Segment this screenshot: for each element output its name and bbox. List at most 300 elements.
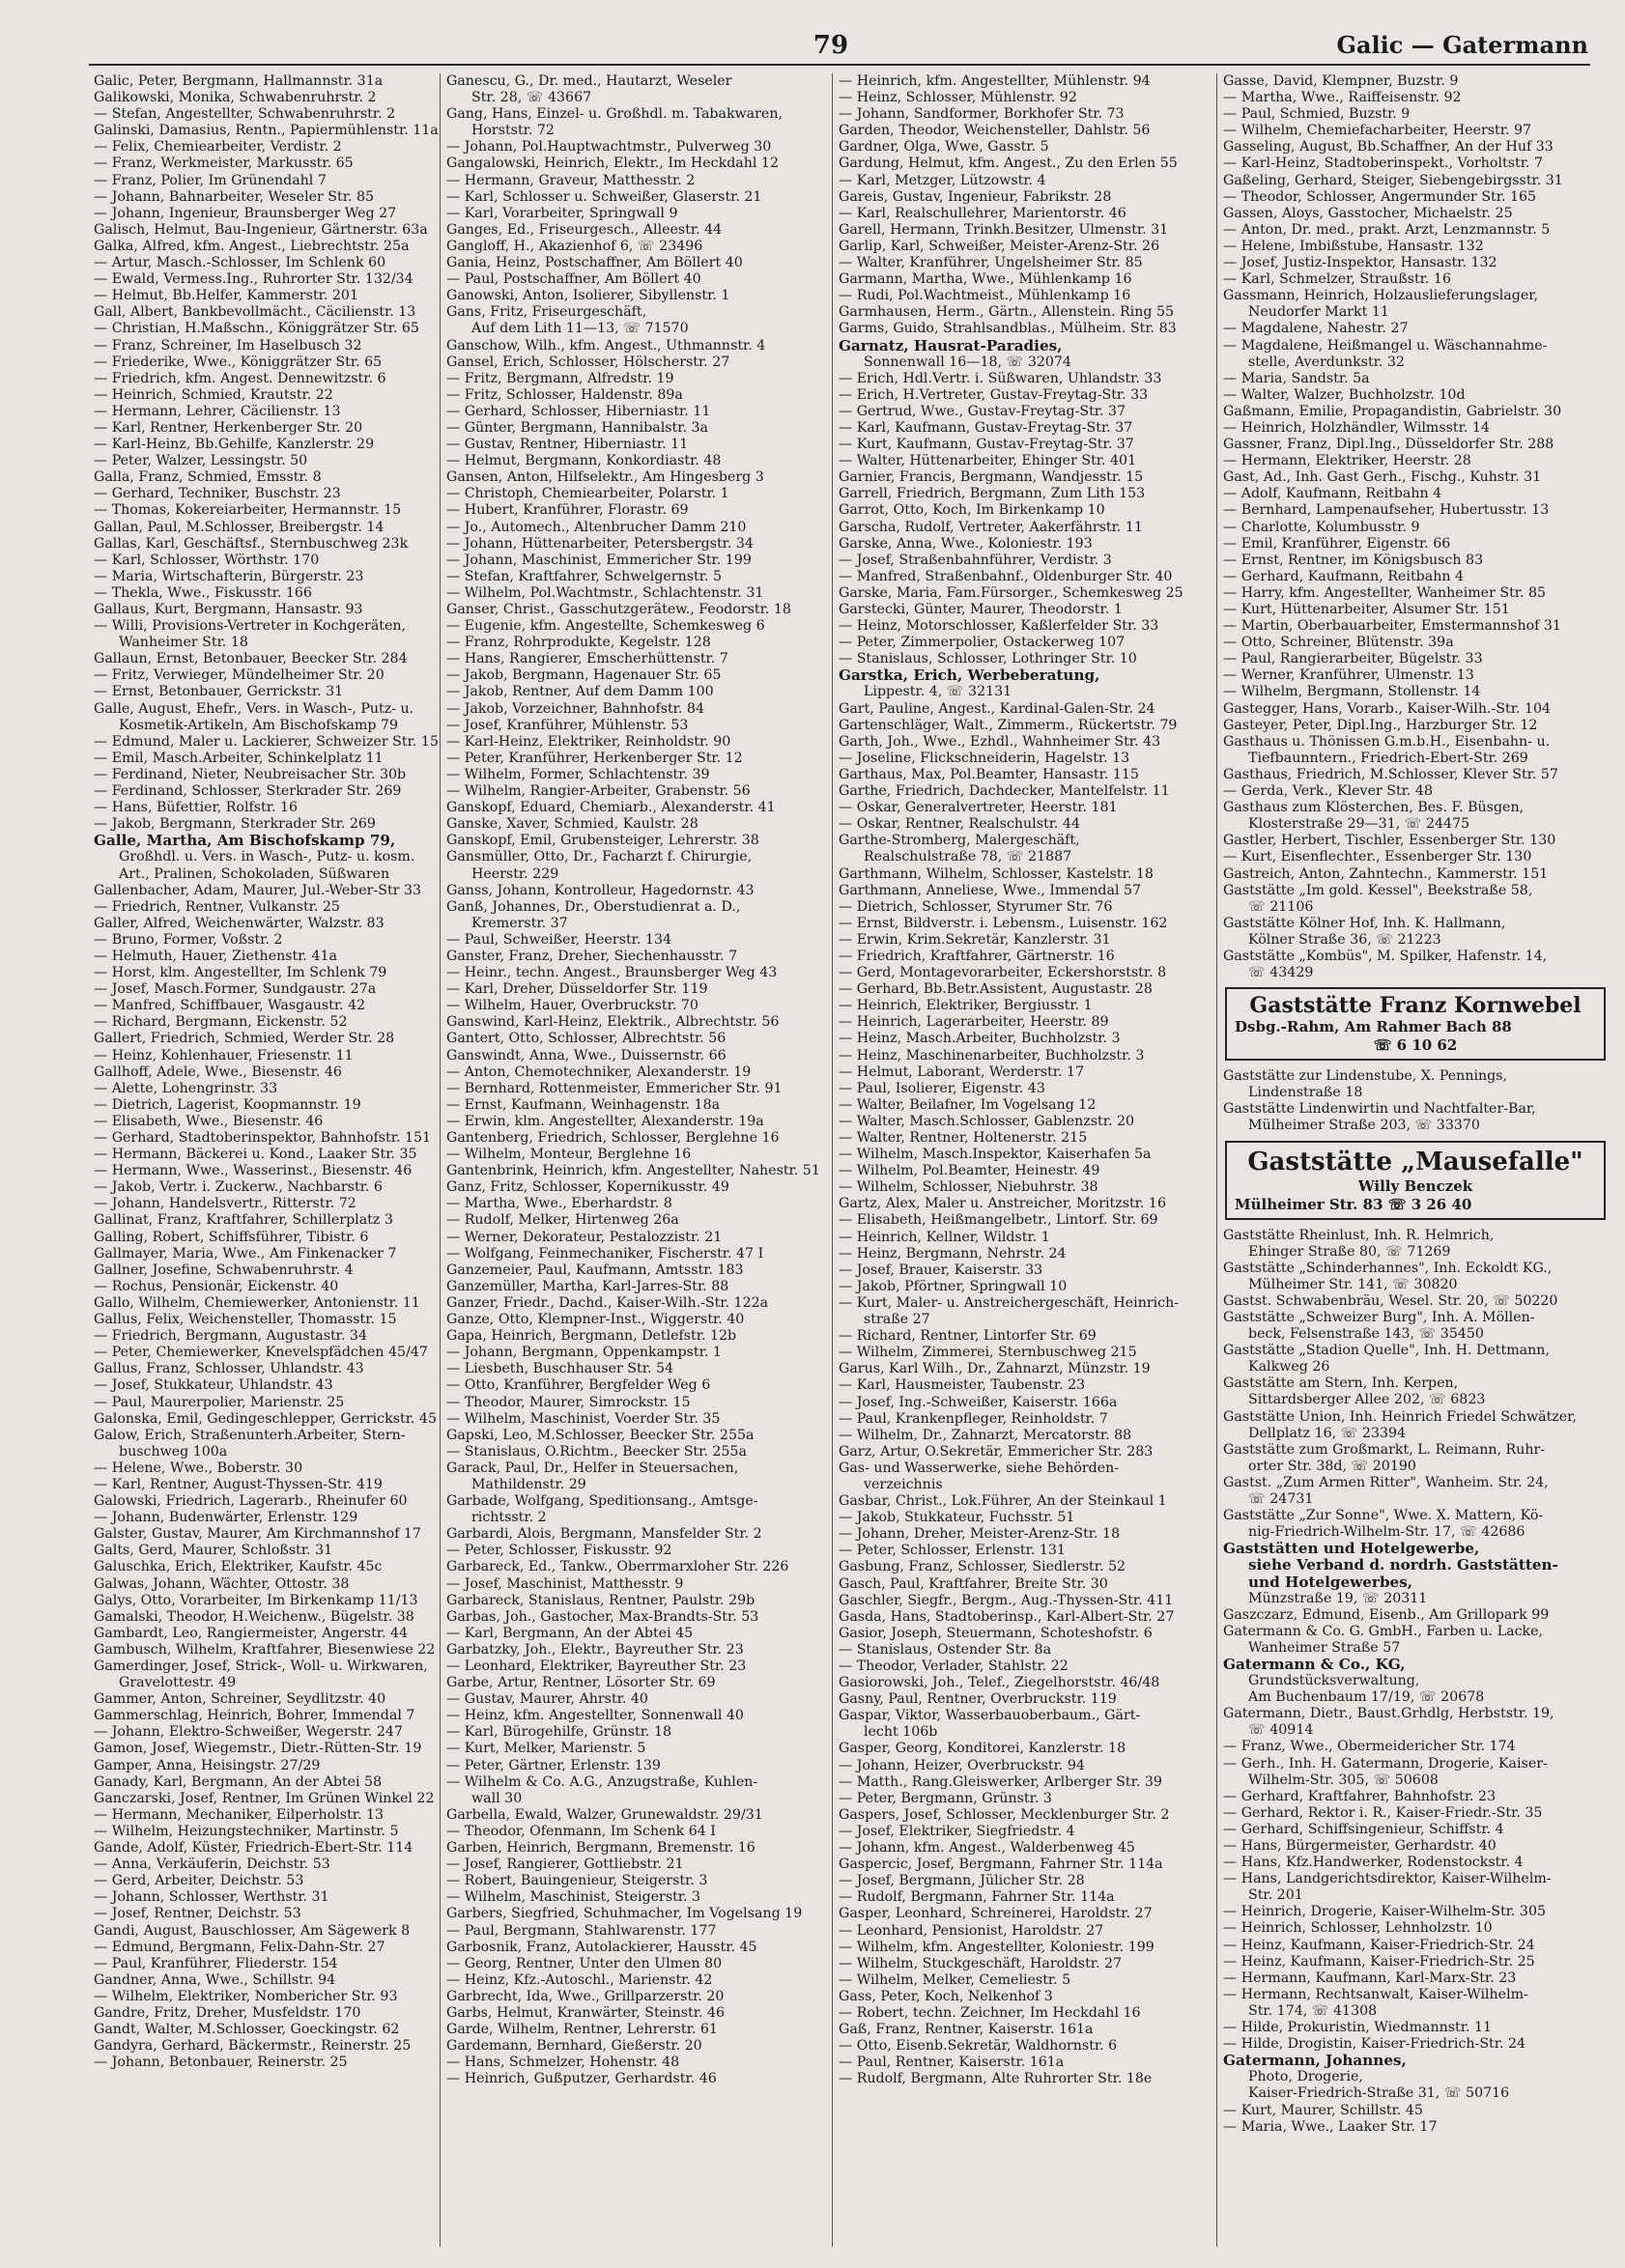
directory-entry: Gande, Adolf, Küster, Friedrich-Ebert-Str. 114 bbox=[94, 1840, 413, 1857]
directory-entry: — Jakob, Rentner, Auf dem Damm 100 bbox=[446, 684, 714, 700]
directory-entry: — Hans, Landgerichtsdirektor, Kaiser-Wilhelm- bbox=[1223, 1871, 1552, 1887]
directory-entry: Am Buchenbaum 17/19, ☏ 20678 bbox=[1248, 1689, 1485, 1706]
directory-entry: — Paul, Kranführer, Fliederstr. 154 bbox=[94, 1955, 338, 1971]
directory-entry: Lippestr. 4, ☏ 32131 bbox=[864, 684, 1012, 700]
directory-entry: stelle, Averdunkstr. 32 bbox=[1248, 354, 1405, 370]
directory-entry: — Joseline, Flickschneiderin, Hagelstr. 13 bbox=[839, 750, 1130, 766]
directory-entry: Gaststätte Lindenwirtin und Nachtfalter-Bar, bbox=[1223, 1101, 1536, 1118]
directory-entry: Garbareck, Ed., Tankw., Oberrmarxloher Str. 226 bbox=[446, 1559, 789, 1575]
directory-entry: — Wilhelm, Maschinist, Steigerstr. 3 bbox=[446, 1889, 701, 1906]
directory-entry: — Richard, Bergmann, Eickenstr. 52 bbox=[94, 1014, 348, 1031]
directory-entry: — Josef, Rangierer, Gottliebstr. 21 bbox=[446, 1857, 684, 1873]
directory-entry: — Kurt, Melker, Marienstr. 5 bbox=[446, 1741, 646, 1757]
directory-entry: — Ferdinand, Nieter, Neubreisacher Str. 30b bbox=[94, 766, 407, 782]
directory-entry: Gaststätte am Stern, Inh. Kerpen, bbox=[1223, 1375, 1459, 1392]
directory-entry: Kalkweg 26 bbox=[1248, 1359, 1330, 1375]
directory-entry: Gansel, Erich, Schlosser, Hölscherstr. 27 bbox=[446, 354, 730, 370]
directory-entry: Gallinat, Franz, Kraftfahrer, Schillerplatz 3 bbox=[94, 1212, 393, 1229]
directory-entry: Galow, Erich, Straßenunterh.Arbeiter, Stern- bbox=[94, 1427, 406, 1443]
directory-entry: Gartenschläger, Walt., Zimmerm., Rückertstr. 79 bbox=[839, 717, 1178, 733]
directory-entry: Gasbung, Franz, Schlosser, Siedlerstr. 52 bbox=[839, 1559, 1126, 1575]
directory-entry: Ganskopf, Emil, Grubensteiger, Lehrerstr. 38 bbox=[446, 833, 759, 849]
directory-entry: Gallus, Felix, Weichensteller, Thomasstr. 15 bbox=[94, 1312, 397, 1328]
directory-entry: — Paul, Rangierarbeiter, Bügelstr. 33 bbox=[1223, 651, 1483, 667]
directory-entry: Grundstücksverwaltung, bbox=[1248, 1673, 1420, 1689]
directory-entry: verzeichnis bbox=[864, 1476, 943, 1492]
directory-entry: Gasiorowski, Joh., Telef., Ziegelhorststr. 46/48 bbox=[839, 1675, 1160, 1691]
directory-entry: — Gustav, Maurer, Ahrstr. 40 bbox=[446, 1691, 648, 1708]
directory-entry: — Wilhelm, Heizungstechniker, Martinstr. 5 bbox=[94, 1823, 399, 1839]
directory-entry: Gans, Fritz, Friseurgeschäft, bbox=[446, 304, 647, 321]
directory-entry: — Karl, Schlosser u. Schweißer, Glaserstr. 21 bbox=[446, 188, 762, 205]
directory-entry: — Heinz, Maschinenarbeiter, Buchholzstr. 3 bbox=[839, 1047, 1145, 1063]
directory-entry: — Thekla, Wwe., Fiskusstr. 166 bbox=[94, 584, 312, 601]
directory-entry: Gandyra, Gerhard, Bäckermstr., Reinerstr. 25 bbox=[94, 2038, 412, 2055]
directory-entry: — Martin, Oberbauarbeiter, Emstermannshof 31 bbox=[1223, 618, 1561, 635]
directory-entry: — Paul, Schweißer, Heerstr. 134 bbox=[446, 931, 672, 948]
directory-entry: Gallhoff, Adele, Wwe., Biesenstr. 46 bbox=[94, 1063, 342, 1080]
directory-entry: — Jakob, Pförtner, Springwall 10 bbox=[839, 1278, 1068, 1294]
directory-entry: — Heinz, Bergmann, Nehrstr. 24 bbox=[839, 1245, 1067, 1262]
directory-entry: — Karl-Heinz, Bb.Gehilfe, Kanzlerstr. 29 bbox=[94, 437, 375, 453]
directory-entry: — Wilhelm, Elektriker, Nombericher Str. 93 bbox=[94, 1988, 398, 2004]
directory-entry: — Otto, Kranführer, Bergfelder Weg 6 bbox=[446, 1377, 711, 1394]
directory-entry: Ganescu, G., Dr. med., Hautarzt, Weseler bbox=[446, 73, 732, 89]
directory-entry: Gandt, Walter, M.Schlosser, Goeckingstr. 62 bbox=[94, 2022, 400, 2038]
directory-entry: — Gerhard, Kraftfahrer, Bahnhofstr. 23 bbox=[1223, 1788, 1497, 1804]
directory-entry: Garde, Wilhelm, Rentner, Lehrerstr. 61 bbox=[446, 2022, 718, 2038]
directory-entry: — Johann, Betonbauer, Reinerstr. 25 bbox=[94, 2055, 348, 2071]
directory-entry: Galle, Martha, Am Bischofskamp 79, bbox=[94, 833, 396, 850]
directory-entry: — Karl-Heinz, Stadtoberinspekt., Vorholtstr. 7 bbox=[1223, 156, 1543, 172]
directory-entry: Str. 201 bbox=[1248, 1887, 1303, 1904]
directory-entry: Garmann, Martha, Wwe., Mühlenkamp 16 bbox=[839, 271, 1132, 288]
directory-entry: — Josef, Rentner, Deichstr. 53 bbox=[94, 1906, 301, 1922]
column-2 bbox=[446, 73, 833, 2256]
directory-entry: — Karl, Rentner, Herkenberger Str. 20 bbox=[94, 419, 363, 436]
directory-entry: — Wilhelm, Chemiefacharbeiter, Heerstr. 97 bbox=[1223, 123, 1532, 139]
directory-entry: Gallas, Karl, Geschäftsf., Sternbuschweg 23k bbox=[94, 535, 409, 552]
directory-entry: — Fritz, Schlosser, Haldenstr. 89a bbox=[446, 386, 683, 403]
directory-entry: — Heinz, Motorschlosser, Kaßlerfelder Str. 33 bbox=[839, 618, 1159, 635]
directory-entry: — Peter, Walzer, Lessingstr. 50 bbox=[94, 453, 308, 469]
directory-entry: Galonska, Emil, Gedingeschlepper, Gerrickstr. 45 bbox=[94, 1410, 437, 1427]
directory-entry: Gaststätte „Kombüs", M. Spilker, Hafenstr. 14, bbox=[1223, 948, 1548, 964]
directory-entry: Gall, Albert, Bankbevollmächt., Cäcilienstr. 13 bbox=[94, 304, 416, 321]
directory-entry: — Liesbeth, Buschhauser Str. 54 bbox=[446, 1361, 674, 1377]
directory-entry: — Josef, Elektriker, Siegfriedstr. 4 bbox=[839, 1823, 1075, 1839]
directory-entry: Dellplatz 16, ☏ 23394 bbox=[1248, 1425, 1407, 1441]
directory-entry: Garack, Paul, Dr., Helfer in Steuersachen, bbox=[446, 1460, 739, 1476]
directory-entry: — Stanislaus, Ostender Str. 8a bbox=[839, 1641, 1052, 1658]
directory-entry: — Helene, Wwe., Boberstr. 30 bbox=[94, 1460, 303, 1476]
directory-entry: Gamalski, Theodor, H.Weichenw., Bügelstr. 38 bbox=[94, 1608, 414, 1625]
directory-entry: Gaspers, Josef, Schlosser, Mecklenburger Str. 2 bbox=[839, 1806, 1170, 1823]
directory-entry: — Gerhard, Stadtoberinspektor, Bahnhofstr. 151 bbox=[94, 1130, 432, 1146]
directory-entry: — Gustav, Rentner, Hiberniastr. 11 bbox=[446, 437, 689, 453]
directory-entry: — Karl, Schlosser, Wörthstr. 170 bbox=[94, 552, 320, 568]
directory-entry: Gaststätte „Zur Sonne", Wwe. X. Mattern, Kö- bbox=[1223, 1508, 1544, 1524]
directory-entry: — Paul, Postschaffner, Am Böllert 40 bbox=[446, 271, 701, 288]
directory-entry: Mülheimer Str. 141, ☏ 30820 bbox=[1248, 1276, 1458, 1292]
directory-entry: — Wilhelm, Masch.Inspektor, Kaiserhafen 5a bbox=[839, 1147, 1152, 1163]
page-number: 79 bbox=[812, 31, 849, 60]
directory-entry: — Hans, Schmelzer, Hohenstr. 48 bbox=[446, 2055, 680, 2071]
directory-entry: Garms, Guido, Strahlsandblas., Mülheim. Str. 83 bbox=[839, 321, 1177, 337]
directory-entry: — Heinrich, Elektriker, Bergiusstr. 1 bbox=[839, 998, 1093, 1014]
directory-entry: Gaßeling, Gerhard, Steiger, Siebengebirgsstr. 31 bbox=[1223, 172, 1563, 188]
directory-entry: — Josef, Brauer, Kaiserstr. 33 bbox=[839, 1262, 1043, 1278]
directory-entry: Gass, Peter, Koch, Nelkenhof 3 bbox=[839, 1988, 1053, 2004]
directory-entry: Ganges, Ed., Friseurgesch., Alleestr. 44 bbox=[446, 221, 723, 238]
directory-entry: Gasper, Leonhard, Schreinerei, Haroldstr. 27 bbox=[839, 1906, 1153, 1922]
ad-owner: Willy Benczek bbox=[1357, 1177, 1473, 1195]
directory-entry: — Friedrich, Rentner, Vulkanstr. 25 bbox=[94, 898, 340, 915]
directory-entry: Gas- und Wasserwerke, siehe Behörden- bbox=[839, 1460, 1120, 1476]
directory-entry: siehe Verband d. nordrh. Gaststätten- bbox=[1248, 1557, 1558, 1574]
directory-entry: — Gerhard, Techniker, Buschstr. 23 bbox=[94, 486, 341, 502]
directory-entry: lecht 106b bbox=[864, 1724, 938, 1741]
directory-entry: Gaststätte zum Großmarkt, L. Reimann, Ruhr- bbox=[1223, 1441, 1546, 1458]
directory-entry: — Erich, H.Vertreter, Gustav-Freytag-Str. 33 bbox=[839, 386, 1149, 403]
directory-entry: — Friedrich, kfm. Angest. Dennewitzstr. 6 bbox=[94, 370, 386, 386]
directory-entry: Garscha, Rudolf, Vertreter, Aakerfährstr. 11 bbox=[839, 519, 1143, 535]
directory-entry: — Elisabeth, Heißmangelbetr., Lintorf. Str. 69 bbox=[839, 1212, 1158, 1229]
directory-entry: Gastler, Herbert, Tischler, Essenberger Str. 130 bbox=[1223, 833, 1556, 849]
directory-entry: — Christian, H.Maßschn., Königgrätzer Str. 65 bbox=[94, 321, 419, 337]
directory-entry: beck, Felsenstraße 143, ☏ 35450 bbox=[1248, 1326, 1484, 1343]
directory-entry: Garstecki, Günter, Maurer, Theodorstr. 1 bbox=[839, 602, 1123, 617]
directory-entry: Galka, Alfred, kfm. Angest., Liebrechtstr. 25a bbox=[94, 238, 410, 254]
directory-entry: Gallenbacher, Adam, Maurer, Jul.-Weber-Str 33 bbox=[94, 882, 421, 898]
directory-entry: — Jakob, Vorzeichner, Bahnhofstr. 84 bbox=[446, 700, 704, 717]
directory-entry: Gallaus, Kurt, Bergmann, Hansastr. 93 bbox=[94, 602, 363, 617]
directory-entry: — Johann, Pol.Hauptwachtmstr., Pulverweg 30 bbox=[446, 139, 772, 156]
directory-entry: Gamerdinger, Josef, Strick-, Woll- u. Wirkwaren, bbox=[94, 1658, 428, 1674]
directory-entry: — Friedrich, Kraftfahrer, Gärtnerstr. 16 bbox=[839, 948, 1115, 964]
directory-entry: — Gerhard, Schiffsingenieur, Schiffstr. 4 bbox=[1223, 1821, 1504, 1837]
directory-entry: ☏ 24731 bbox=[1248, 1491, 1314, 1508]
directory-entry: Wilhelm-Str. 305, ☏ 50608 bbox=[1248, 1772, 1439, 1788]
directory-entry: Galler, Alfred, Weichenwärter, Walzstr. 83 bbox=[94, 915, 385, 931]
directory-entry: — Manfred, Schiffbauer, Wasgaustr. 42 bbox=[94, 998, 366, 1014]
directory-entry: Gambusch, Wilhelm, Kraftfahrer, Biesenwiese 22 bbox=[94, 1641, 436, 1658]
directory-entry: — Peter, Chemiewerker, Knevelspfädchen 45/47 bbox=[94, 1345, 428, 1361]
directory-entry: — Helmut, Bergmann, Konkordiastr. 48 bbox=[446, 453, 722, 469]
directory-entry: — Franz, Schreiner, Im Haselbusch 32 bbox=[94, 337, 362, 354]
directory-entry: Gallmayer, Maria, Wwe., Am Finkenacker 7 bbox=[94, 1245, 397, 1262]
directory-entry: — Gerhard, Schlosser, Hiberniastr. 11 bbox=[446, 403, 711, 419]
directory-entry: — Karl, Rentner, August-Thyssen-Str. 419 bbox=[94, 1476, 383, 1492]
directory-entry: Gandre, Fritz, Dreher, Musfeldstr. 170 bbox=[94, 2004, 361, 2021]
column-4-mid bbox=[1223, 1068, 1610, 1134]
directory-entry: Ganß, Johannes, Dr., Oberstudienrat a. D., bbox=[446, 898, 741, 915]
directory-entry: Kaiser-Friedrich-Straße 31, ☏ 50716 bbox=[1248, 2085, 1510, 2102]
directory-entry: — Bernhard, Rottenmeister, Emmericher Str. 91 bbox=[446, 1080, 783, 1096]
directory-entry: — Hermann, Kaufmann, Karl-Marx-Str. 23 bbox=[1223, 1970, 1517, 1986]
directory-entry: — Wilhelm, Hauer, Overbruckstr. 70 bbox=[446, 998, 698, 1014]
directory-entry: Gastreich, Anton, Zahntechn., Kammerstr. 151 bbox=[1223, 865, 1549, 882]
directory-entry: — Johann, Bergmann, Oppenkampstr. 1 bbox=[446, 1345, 722, 1361]
directory-entry: — Ewald, Vermess.Ing., Ruhrorter Str. 132/34 bbox=[94, 271, 413, 288]
ad-title: Gaststätte Franz Kornwebel bbox=[1249, 993, 1582, 1019]
directory-entry: Gasbar, Christ., Lok.Führer, An der Steinkaul 1 bbox=[839, 1493, 1167, 1510]
directory-entry: — Georg, Rentner, Unter den Ulmen 80 bbox=[446, 1955, 723, 1971]
directory-entry: Gamon, Josef, Wiegemstr., Dietr.-Rütten-Str. 19 bbox=[94, 1741, 422, 1757]
directory-entry: — Erwin, klm. Angestellter, Alexanderstr. 19a bbox=[446, 1113, 764, 1129]
directory-entry: — Elisabeth, Wwe., Biesenstr. 46 bbox=[94, 1113, 324, 1129]
directory-entry: — Wilhelm, Rangier-Arbeiter, Grabenstr. 56 bbox=[446, 783, 751, 800]
directory-entry: — Wilhelm, Schlosser, Niebuhrstr. 38 bbox=[839, 1179, 1098, 1196]
directory-entry: — Theodor, Ofenmann, Im Schenk 64 I bbox=[446, 1823, 716, 1839]
directory-entry: Gammer, Anton, Schreiner, Seydlitzstr. 40 bbox=[94, 1691, 386, 1708]
directory-entry: Gaststätten und Hotelgewerbe, bbox=[1223, 1541, 1480, 1558]
directory-entry: Gartz, Alex, Maler u. Anstreicher, Moritzstr. 16 bbox=[839, 1196, 1166, 1212]
directory-entry: — Emil, Kranführer, Eigenstr. 66 bbox=[1223, 535, 1451, 552]
directory-entry: — Hans, Rangierer, Emscherhüttenstr. 7 bbox=[446, 651, 728, 667]
directory-entry: — Peter, Bergmann, Grünstr. 3 bbox=[839, 1790, 1052, 1806]
directory-entry: Gallert, Friedrich, Schmied, Werder Str. 28 bbox=[94, 1031, 395, 1047]
directory-entry: Gasteyer, Peter, Dipl.Ing., Harzburger Str. 12 bbox=[1223, 717, 1538, 733]
directory-entry: Gaszczarz, Edmund, Eisenb., Am Grillopark 99 bbox=[1223, 1606, 1550, 1623]
directory-entry: — Otto, Schreiner, Blütenstr. 39a bbox=[1223, 635, 1454, 651]
directory-entry: — Hermann, Mechaniker, Eilperholstr. 13 bbox=[94, 1806, 385, 1823]
directory-entry: — Stanislaus, Schlosser, Lothringer Str. 10 bbox=[839, 651, 1137, 667]
directory-entry: Ganske, Xaver, Schmied, Kaulstr. 28 bbox=[446, 816, 698, 833]
directory-entry: Kosmetik-Artikeln, Am Bischofskamp 79 bbox=[119, 717, 398, 733]
directory-entry: Gansmüller, Otto, Dr., Facharzt f. Chirurgie, bbox=[446, 849, 753, 865]
directory-entry: — Wilhelm, Pol.Wachtmstr., Schlachtenstr. 31 bbox=[446, 584, 764, 601]
directory-entry: Galowski, Friedrich, Lagerarb., Rheinufer 60 bbox=[94, 1493, 408, 1510]
directory-entry: Gaststätte Kölner Hof, Inh. K. Hallmann, bbox=[1223, 915, 1506, 931]
directory-entry: ☏ 21106 bbox=[1248, 898, 1314, 915]
column-3 bbox=[839, 73, 1225, 2256]
directory-entry: Gallan, Paul, M.Schlosser, Breibergstr. 14 bbox=[94, 519, 385, 535]
directory-entry: — Bernhard, Lampenaufseher, Hubertusstr. 13 bbox=[1223, 502, 1550, 519]
directory-entry: — Johann, Elektro-Schweißer, Wegerstr. 247 bbox=[94, 1724, 403, 1741]
directory-entry: — Maria, Wwe., Laaker Str. 17 bbox=[1223, 2118, 1438, 2135]
directory-entry: — Gerda, Verk., Klever Str. 48 bbox=[1223, 783, 1433, 800]
directory-entry: — Werner, Kranführer, Ulmenstr. 13 bbox=[1223, 667, 1474, 684]
directory-entry: — Wilhelm, Melker, Cemeliestr. 5 bbox=[839, 1971, 1071, 1988]
directory-entry: — Oskar, Generalvertreter, Heerstr. 181 bbox=[839, 800, 1118, 816]
column-4-top bbox=[1223, 73, 1610, 981]
directory-entry: Garnatz, Hausrat-Paradies, bbox=[839, 337, 1063, 354]
directory-entry: — Harry, kfm. Angestellter, Wanheimer Str. 85 bbox=[1223, 584, 1547, 601]
directory-entry: Ganster, Franz, Dreher, Siechenhausstr. 7 bbox=[446, 948, 738, 964]
directory-entry: — Maria, Sandstr. 5a bbox=[1223, 370, 1370, 386]
directory-entry: Gatermann & Co., KG, bbox=[1223, 1656, 1406, 1673]
directory-entry: — Heinz, Kaufmann, Kaiser-Friedrich-Str. 25 bbox=[1223, 1953, 1535, 1970]
directory-entry: ☏ 40914 bbox=[1248, 1722, 1314, 1739]
directory-entry: — Hans, Büfettier, Rolfstr. 16 bbox=[94, 800, 299, 816]
directory-entry: — Wilhelm, Dr., Zahnarzt, Mercatorstr. 88 bbox=[839, 1427, 1132, 1443]
directory-entry: Horststr. 72 bbox=[471, 123, 555, 139]
directory-entry: Garske, Maria, Fam.Fürsorger., Schemkesweg 25 bbox=[839, 584, 1183, 601]
directory-entry: Gangloff, H., Akazienhof 6, ☏ 23496 bbox=[446, 238, 703, 254]
directory-entry: Gaschler, Siegfr., Bergm., Aug.-Thyssen-Str. 411 bbox=[839, 1592, 1174, 1608]
directory-entry: — Wilhelm, Zimmerei, Sternbuschweg 215 bbox=[839, 1345, 1137, 1361]
directory-entry: — Ferdinand, Schlosser, Sterkrader Str. 269 bbox=[94, 783, 402, 800]
directory-entry: Neudorfer Markt 11 bbox=[1248, 304, 1389, 321]
directory-entry: Garben, Heinrich, Bergmann, Bremenstr. 16 bbox=[446, 1840, 755, 1857]
ad-phone: ☏ 6 10 62 bbox=[1373, 1036, 1458, 1055]
directory-entry: — Josef, Kranführer, Mühlenstr. 53 bbox=[446, 717, 689, 733]
directory-entry: — Wilhelm & Co. A.G., Anzugstraße, Kuhlen- bbox=[446, 1773, 758, 1790]
directory-entry: Gardemann, Bernhard, Gießerstr. 20 bbox=[446, 2038, 702, 2055]
directory-entry: Ganze, Otto, Klempner-Inst., Wiggerstr. 40 bbox=[446, 1312, 745, 1328]
advertisement-mausefalle bbox=[1225, 1141, 1606, 1220]
directory-entry: Gastst. Schwabenbräu, Wesel. Str. 20, ☏ 50220 bbox=[1223, 1292, 1558, 1309]
directory-entry: Sittardsberger Allee 202, ☏ 6823 bbox=[1248, 1392, 1486, 1408]
directory-entry: Galwas, Johann, Wächter, Ottostr. 38 bbox=[94, 1575, 350, 1592]
directory-entry: — Heinz, Masch.Arbeiter, Buchholzstr. 3 bbox=[839, 1031, 1121, 1047]
directory-entry: — Hubert, Kranführer, Florastr. 69 bbox=[446, 502, 689, 519]
directory-entry: — Paul, Maurerpolier, Marienstr. 25 bbox=[94, 1394, 345, 1410]
directory-entry: Gaststätte „Stadion Quelle", Inh. H. Dettmann, bbox=[1223, 1343, 1550, 1359]
directory-entry: — Johann, kfm. Angest., Walderbenweg 45 bbox=[839, 1840, 1135, 1857]
directory-entry: — Gerh., Inh. H. Gatermann, Drogerie, Kaiser- bbox=[1223, 1755, 1548, 1772]
directory-entry: — Walter, Beilafner, Im Vogelsang 12 bbox=[839, 1096, 1097, 1113]
directory-entry: — Kurt, Maler- u. Anstreichergeschäft, Heinrich- bbox=[839, 1294, 1180, 1311]
directory-entry: Gasseling, August, Bb.Schaffner, An der Huf 33 bbox=[1223, 139, 1554, 156]
directory-entry: — Peter, Zimmerpolier, Ostackerweg 107 bbox=[839, 635, 1126, 651]
directory-entry: Gardner, Olga, Wwe, Gasstr. 5 bbox=[839, 139, 1049, 156]
directory-entry: Gallus, Franz, Schlosser, Uhlandstr. 43 bbox=[94, 1361, 364, 1377]
directory-entry: Gaststätte „Schinderhannes", Inh. Eckoldt KG., bbox=[1223, 1260, 1553, 1276]
directory-entry: — Johann, Bahnarbeiter, Weseler Str. 85 bbox=[94, 188, 375, 205]
directory-entry: Gandi, August, Bauschlosser, Am Sägewerk 8 bbox=[94, 1922, 411, 1939]
directory-entry: — Josef, Stukkateur, Uhlandstr. 43 bbox=[94, 1377, 333, 1394]
directory-entry: Garell, Hermann, Trinkh.Besitzer, Ulmenstr. 31 bbox=[839, 221, 1169, 238]
directory-entry: Gaststätte Rheinlust, Inh. R. Helmrich, bbox=[1223, 1227, 1495, 1243]
directory-entry: — Wilhelm, Pol.Beamter, Heinestr. 49 bbox=[839, 1163, 1100, 1179]
directory-entry: — Peter, Gärtner, Erlenstr. 139 bbox=[446, 1757, 661, 1773]
directory-entry: Ganskopf, Eduard, Chemiarb., Alexanderstr. 41 bbox=[446, 800, 776, 816]
directory-entry: ☏ 43429 bbox=[1248, 965, 1314, 981]
directory-entry: Galys, Otto, Vorarbeiter, Im Birkenkamp 11/13 bbox=[94, 1592, 418, 1608]
directory-entry: — Theodor, Maurer, Simrockstr. 15 bbox=[446, 1394, 691, 1410]
directory-entry: Garus, Karl Wilh., Dr., Zahnarzt, Münzstr. 19 bbox=[839, 1361, 1151, 1377]
directory-entry: — Josef, Bergmann, Jülicher Str. 28 bbox=[839, 1873, 1085, 1889]
directory-entry: — Kurt, Kaufmann, Gustav-Freytag-Str. 37 bbox=[839, 437, 1134, 453]
directory-entry: — Wilhelm, Stuckgeschäft, Haroldstr. 27 bbox=[839, 1955, 1123, 1971]
directory-entry: Garske, Anna, Wwe., Koloniestr. 193 bbox=[839, 535, 1093, 552]
directory-entry: Galinski, Damasius, Rentn., Papiermühlenstr. 11a bbox=[94, 123, 439, 139]
directory-entry: — Gerhard, Kaufmann, Reitbahn 4 bbox=[1223, 568, 1465, 584]
directory-entry: Garbers, Siegfried, Schuhmacher, Im Vogelsang 19 bbox=[446, 1906, 803, 1922]
directory-entry: — Heinrich, Lagerarbeiter, Heerstr. 89 bbox=[839, 1014, 1109, 1031]
running-head: Galic — Gatermann bbox=[1336, 31, 1588, 59]
directory-entry: Gatermann, Dietr., Baust.Grhdlg, Herbststr. 19, bbox=[1223, 1706, 1554, 1722]
directory-entry: — Wilhelm, Monteur, Berglehne 16 bbox=[446, 1147, 692, 1163]
directory-entry: — Rochus, Pensionär, Eickenstr. 40 bbox=[94, 1278, 339, 1294]
directory-entry: Gasthaus u. Thönissen G.m.b.H., Eisenbahn- u. bbox=[1223, 733, 1551, 750]
directory-entry: und Hotelgewerbes, bbox=[1248, 1573, 1413, 1591]
directory-entry: — Johann, Sandformer, Borkhofer Str. 73 bbox=[839, 106, 1125, 123]
directory-entry: — Paul, Isolierer, Eigenstr. 43 bbox=[839, 1080, 1045, 1096]
directory-entry: — Hans, Bürgermeister, Gerhardstr. 40 bbox=[1223, 1838, 1497, 1854]
directory-entry: — Hermann, Elektriker, Heerstr. 28 bbox=[1223, 453, 1471, 469]
directory-entry: Gaßmann, Emilie, Propagandistin, Gabrielstr. 30 bbox=[1223, 403, 1562, 419]
directory-entry: Art., Pralinen, Schokoladen, Süßwaren bbox=[119, 865, 390, 882]
directory-entry: — Ernst, Rentner, im Königsbusch 83 bbox=[1223, 552, 1484, 568]
directory-entry: Klosterstraße 29—31, ☏ 24475 bbox=[1248, 816, 1470, 833]
directory-entry: Str. 28, ☏ 43667 bbox=[471, 90, 592, 106]
directory-entry: Galuschka, Erich, Elektriker, Kaufstr. 45c bbox=[94, 1559, 383, 1575]
directory-entry: Garbardi, Alois, Bergmann, Mansfelder Str. 2 bbox=[446, 1526, 762, 1543]
directory-entry: Garnier, Francis, Bergmann, Wandjesstr. 15 bbox=[839, 469, 1144, 486]
directory-entry: Ganswind, Karl-Heinz, Elektrik., Albrechtstr. 56 bbox=[446, 1014, 780, 1031]
directory-entry: — Edmund, Bergmann, Felix-Dahn-Str. 27 bbox=[94, 1939, 385, 1955]
directory-entry: Galla, Franz, Schmied, Emsstr. 8 bbox=[94, 469, 322, 486]
directory-entry: — Robert, techn. Zeichner, Im Heckdahl 16 bbox=[839, 2004, 1141, 2021]
directory-entry: — Rudolf, Bergmann, Fahrner Str. 114a bbox=[839, 1889, 1115, 1906]
directory-entry: Gallner, Josefine, Schwabenruhrstr. 4 bbox=[94, 1262, 354, 1278]
directory-entry: Gasthaus, Friedrich, M.Schlosser, Klever Str. 57 bbox=[1223, 766, 1558, 782]
directory-entry: — Walter, Kranführer, Ungelsheimer Str. 85 bbox=[839, 255, 1143, 271]
directory-entry: — Paul, Krankenpfleger, Reinholdstr. 7 bbox=[839, 1410, 1108, 1427]
directory-entry: Str. 174, ☏ 41308 bbox=[1248, 2002, 1378, 2019]
directory-entry: — Kurt, Maurer, Schillstr. 45 bbox=[1223, 2102, 1423, 2118]
directory-entry: — Hermann, Rechtsanwalt, Kaiser-Wilhelm- bbox=[1223, 1986, 1528, 2002]
directory-entry: — Wilhelm, Bergmann, Stollenstr. 14 bbox=[1223, 684, 1481, 700]
directory-entry: Mathildenstr. 29 bbox=[471, 1476, 586, 1492]
directory-entry: — Josef, Ing.-Schweißer, Kaiserstr. 166a bbox=[839, 1394, 1118, 1410]
directory-entry: — Karl-Heinz, Elektriker, Reinholdstr. 90 bbox=[446, 733, 731, 750]
directory-entry: — Jakob, Bergmann, Hagenauer Str. 65 bbox=[446, 667, 722, 684]
directory-entry: Ganz, Fritz, Schlosser, Kopernikusstr. 49 bbox=[446, 1179, 729, 1196]
directory-entry: — Martha, Wwe., Raiffeisenstr. 92 bbox=[1223, 90, 1462, 106]
directory-entry: — Johann, Maschinist, Emmericher Str. 199 bbox=[446, 552, 752, 568]
directory-entry: — Felix, Chemiearbeiter, Verdistr. 2 bbox=[94, 139, 342, 156]
directory-entry: Gasny, Paul, Rentner, Overbruckstr. 119 bbox=[839, 1691, 1117, 1708]
directory-entry: — Karl, Kaufmann, Gustav-Freytag-Str. 37 bbox=[839, 419, 1133, 436]
directory-entry: — Paul, Rentner, Kaiserstr. 161a bbox=[839, 2055, 1065, 2071]
directory-entry: Wanheimer Straße 57 bbox=[1248, 1639, 1401, 1656]
advertisement-kornwebel bbox=[1225, 987, 1606, 1061]
directory-entry: — Franz, Wwe., Obermeidericher Str. 174 bbox=[1223, 1739, 1516, 1755]
directory-entry: Gapski, Leo, M.Schlosser, Beecker Str. 255a bbox=[446, 1427, 755, 1443]
directory-entry: Gallaun, Ernst, Betonbauer, Beecker Str. 284 bbox=[94, 651, 408, 667]
directory-entry: — Jo., Automech., Altenbrucher Damm 210 bbox=[446, 519, 747, 535]
directory-entry: Galic, Peter, Bergmann, Hallmannstr. 31a bbox=[94, 73, 384, 89]
directory-entry: Garden, Theodor, Weichensteller, Dahlstr. 56 bbox=[839, 123, 1151, 139]
directory-entry: Gassmann, Heinrich, Holzauslieferungslager, bbox=[1223, 288, 1538, 304]
directory-entry: — Gerd, Arbeiter, Deichstr. 53 bbox=[94, 1873, 304, 1889]
directory-entry: — Karl, Realschullehrer, Marientorstr. 46 bbox=[839, 205, 1126, 221]
ad-address: Dsbg.-Rahm, Am Rahmer Bach 88 bbox=[1235, 1018, 1512, 1036]
directory-entry: Ganowski, Anton, Isolierer, Sibyllenstr. 1 bbox=[446, 288, 730, 304]
directory-entry: richtsstr. 2 bbox=[471, 1510, 547, 1526]
directory-entry: — Ernst, Kaufmann, Weinhagenstr. 18a bbox=[446, 1096, 721, 1113]
directory-entry: Gansen, Anton, Hilfselektr., Am Hingesberg 3 bbox=[446, 469, 764, 486]
directory-entry: — Thomas, Kokereiarbeiter, Hermannstr. 15 bbox=[94, 502, 402, 519]
directory-entry: Tiefbaunntern., Friedrich-Ebert-Str. 269 bbox=[1248, 750, 1528, 766]
directory-entry: — Helmut, Laborant, Werderstr. 17 bbox=[839, 1063, 1085, 1080]
directory-entry: — Günter, Bergmann, Hannibalstr. 3a bbox=[446, 419, 708, 436]
directory-entry: Heerstr. 229 bbox=[471, 865, 559, 882]
directory-entry: Gasthaus zum Klösterchen, Bes. F. Büsgen, bbox=[1223, 800, 1525, 816]
directory-entry: Gareis, Gustav, Ingenieur, Fabrikstr. 28 bbox=[839, 188, 1112, 205]
directory-entry: Gastst. „Zum Armen Ritter", Wanheim. Str. 24, bbox=[1223, 1474, 1549, 1490]
directory-entry: — Gerd, Montagevorarbeiter, Eckershorststr. 8 bbox=[839, 965, 1167, 981]
directory-entry: — Peter, Schlosser, Fiskusstr. 92 bbox=[446, 1543, 672, 1559]
directory-entry: Galikowski, Monika, Schwabenruhrstr. 2 bbox=[94, 90, 377, 106]
directory-entry: Gang, Hans, Einzel- u. Großhdl. m. Tabakwaren, bbox=[446, 106, 783, 123]
directory-entry: Galts, Gerd, Maurer, Schloßstr. 31 bbox=[94, 1543, 333, 1559]
directory-entry: Gallo, Wilhelm, Chemiewerker, Antonienstr. 11 bbox=[94, 1294, 420, 1311]
